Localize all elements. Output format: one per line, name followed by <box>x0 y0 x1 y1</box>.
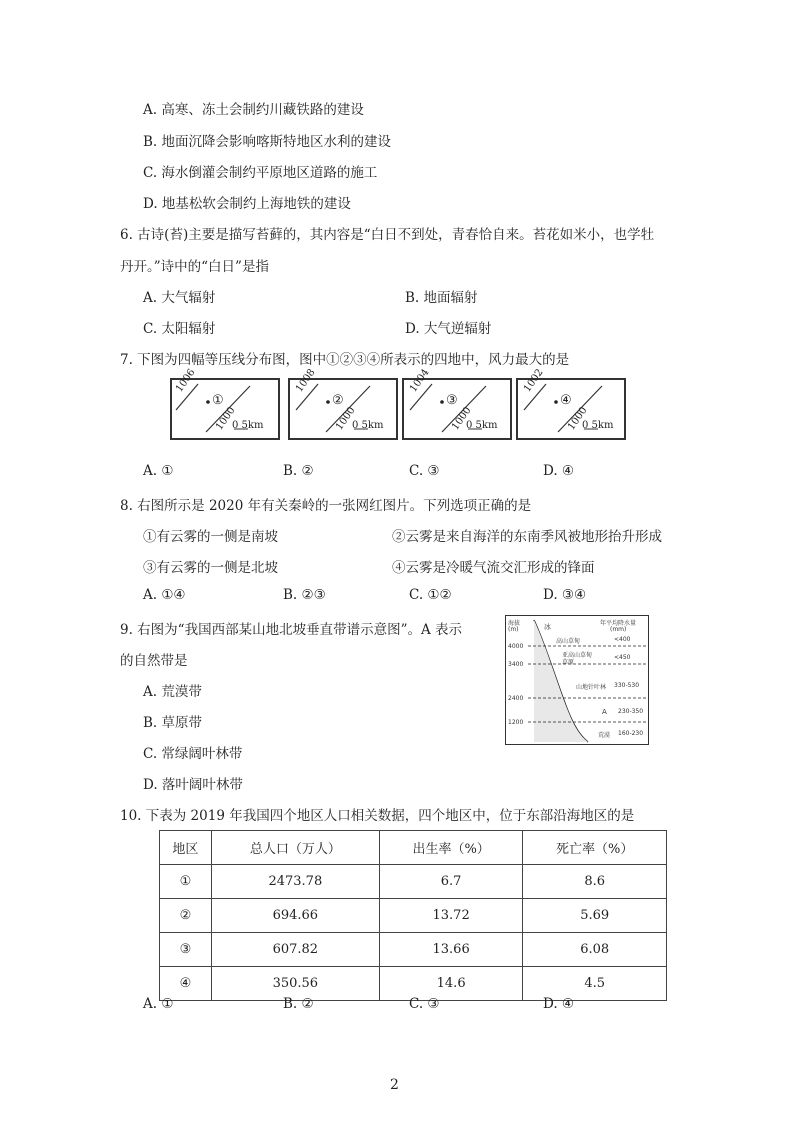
q5-option-d: D. 地基松软会制约上海地铁的建设 <box>143 196 351 212</box>
q5-option-a: A. 高寒、冻土会制约川藏铁路的建设 <box>143 102 364 118</box>
q8-statement-1: ①有云雾的一侧是南坡 <box>143 529 278 545</box>
right-axis-unit: (mm) <box>610 626 627 633</box>
map-scale: 0 5km <box>352 420 384 431</box>
table-header-cell: 地区 <box>160 831 212 865</box>
q10-option-c: C. ③ <box>409 996 440 1012</box>
table-cell: 607.82 <box>211 933 379 967</box>
isobar-map-2 <box>288 367 398 440</box>
map-scale: 0 5km <box>232 420 264 431</box>
table-cell: 13.66 <box>379 933 523 967</box>
table-row <box>160 933 667 967</box>
tick-label: 1200 <box>508 719 524 726</box>
table-cell: ④ <box>160 967 212 1001</box>
isobar-label-lower: 1000 <box>566 405 590 433</box>
y-axis-title: 海拔 <box>508 620 521 627</box>
belt-name: 荒漠 <box>598 732 611 739</box>
table-cell: ② <box>160 899 212 933</box>
isobar-label-upper: 1004 <box>408 367 432 395</box>
q6-option-c: C. 太阳辐射 <box>143 321 216 337</box>
q7-option-c: C. ③ <box>409 463 440 479</box>
table-cell: 8.6 <box>523 865 667 899</box>
belt-name-a: A <box>602 708 607 716</box>
q10-option-b: B. ② <box>283 996 314 1012</box>
vertical-zonation-diagram <box>505 615 649 745</box>
isobar-label-upper: 1008 <box>294 367 318 395</box>
table-cell: 4.5 <box>523 967 667 1001</box>
q8-statement-4: ④云雾是冷暖气流交汇形成的锋面 <box>392 560 595 576</box>
q10-option-d: D. ④ <box>543 996 575 1012</box>
population-table <box>159 830 667 1001</box>
isobar-label-upper: 1002 <box>522 367 546 395</box>
belt-name: 亚高山草甸草原 <box>562 652 593 666</box>
map-marker: ③ <box>446 393 458 408</box>
q7-stem: 7. 下图为四幅等压线分布图，图中①②③④所表示的四地中，风力最大的是 <box>120 352 570 368</box>
q9-option-b: B. 草原带 <box>143 715 203 731</box>
tick-label: 3400 <box>508 661 524 668</box>
belt-name: 山地针叶林 <box>576 684 607 691</box>
table-cell: 13.72 <box>379 899 523 933</box>
snow-label: 冰 <box>544 623 551 631</box>
belt-precip: 160-230 <box>618 730 644 737</box>
q8-statement-3: ③有云雾的一侧是北坡 <box>143 560 278 576</box>
map-marker: ④ <box>560 393 572 408</box>
table-cell: 6.08 <box>523 933 667 967</box>
belt-precip: 330-530 <box>614 682 640 689</box>
table-cell: ③ <box>160 933 212 967</box>
q8-option-a: A. ①④ <box>143 587 186 603</box>
table-cell: 5.69 <box>523 899 667 933</box>
q8-stem: 8. 右图所示是 2020 年有关秦岭的一张网红图片。下列选项正确的是 <box>120 498 532 514</box>
q6-stem-line1: 6. 古诗(苔)主要是描写苔藓的，其内容是“白日不到处，青春恰自来。苔花如米小，也学牡 <box>120 227 655 243</box>
isobar-label-lower: 1000 <box>450 405 474 433</box>
right-axis-title: 年平均降水量 <box>600 620 637 627</box>
q6-option-d: D. 大气逆辐射 <box>405 321 492 337</box>
isobar-map-3 <box>402 367 512 440</box>
q8-option-d: D. ③④ <box>543 587 587 603</box>
q8-option-c: C. ①② <box>409 587 452 603</box>
table-header-row <box>160 831 667 865</box>
map-scale: 0 5km <box>582 420 614 431</box>
belt-precip: <450 <box>614 654 631 661</box>
isobar-label-upper: 1006 <box>174 367 198 395</box>
table-header-cell: 死亡率（%） <box>523 831 667 865</box>
belt-precip: 230-350 <box>618 708 644 715</box>
isobar-map-4 <box>516 367 626 440</box>
q6-stem-line2: 丹开。”诗中的“白日”是指 <box>120 259 269 275</box>
q6-option-b: B. 地面辐射 <box>405 290 478 306</box>
map-marker: ② <box>332 393 344 408</box>
q10-option-a: A. ① <box>143 996 174 1012</box>
table-cell: 350.56 <box>211 967 379 1001</box>
belt-name: 高山草甸 <box>556 638 581 645</box>
q10-stem: 10. 下表为 2019 年我国四个地区人口相关数据，四个地区中，位于东部沿海地区的是 <box>120 808 635 824</box>
q9-option-c: C. 常绿阔叶林带 <box>143 746 243 762</box>
q7-option-d: D. ④ <box>543 463 575 479</box>
tick-label: 2400 <box>508 695 524 702</box>
q9-option-a: A. 荒漠带 <box>143 684 202 700</box>
belt-precip: <400 <box>614 636 631 643</box>
tick-label: 4000 <box>508 643 524 650</box>
q9-option-d: D. 落叶阔叶林带 <box>143 777 243 793</box>
table-cell: 6.7 <box>379 865 523 899</box>
isobar-label-lower: 1000 <box>214 405 238 433</box>
q7-option-b: B. ② <box>283 463 314 479</box>
isobar-label-lower: 1000 <box>334 405 358 433</box>
table-row <box>160 865 667 899</box>
y-axis-unit: (m) <box>508 626 519 633</box>
map-marker: ① <box>212 393 224 408</box>
table-cell: 694.66 <box>211 899 379 933</box>
table-header-cell: 总人口（万人） <box>211 831 379 865</box>
table-row <box>160 899 667 933</box>
q6-option-a: A. 大气辐射 <box>143 290 216 306</box>
q9-stem-line1: 9. 右图为“我国西部某山地北坡垂直带谱示意图”。A 表示 <box>120 622 463 638</box>
page-number: 2 <box>390 1077 399 1093</box>
table-cell: ① <box>160 865 212 899</box>
q9-stem-line2: 的自然带是 <box>120 653 188 669</box>
q8-statement-2: ②云雾是来自海洋的东南季风被地形抬升形成 <box>392 529 662 545</box>
isobar-map-1 <box>170 367 280 440</box>
table-cell: 2473.78 <box>211 865 379 899</box>
q5-option-b: B. 地面沉降会影响喀斯特地区水利的建设 <box>143 134 392 150</box>
table-header-cell: 出生率（%） <box>379 831 523 865</box>
q5-option-c: C. 海水倒灌会制约平原地区道路的施工 <box>143 165 378 181</box>
map-scale: 0 5km <box>466 420 498 431</box>
q7-option-a: A. ① <box>143 463 174 479</box>
q8-option-b: B. ②③ <box>283 587 326 603</box>
table-cell: 14.6 <box>379 967 523 1001</box>
